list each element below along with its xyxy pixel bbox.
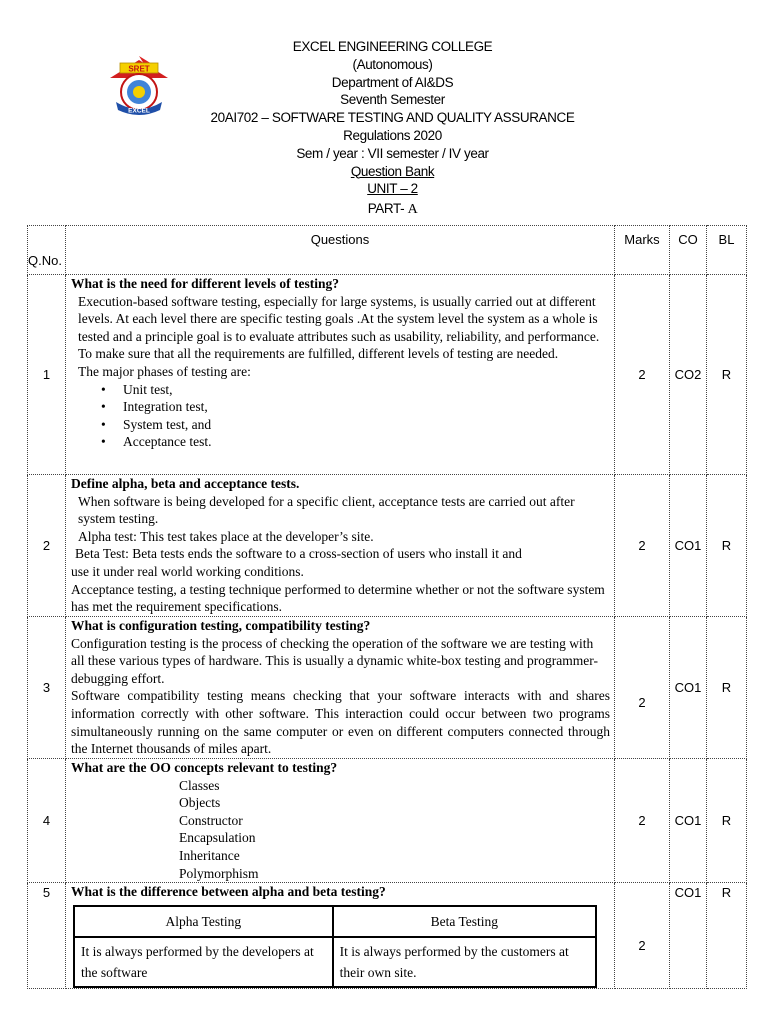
header-co: CO — [670, 226, 707, 275]
list-item: Inheritance — [179, 847, 240, 863]
department-name: Department of AI&DS — [331, 74, 454, 90]
question-number: 3 — [28, 617, 66, 759]
co-value: CO1 — [670, 475, 707, 617]
question-content — [66, 883, 615, 989]
comparison-cell: It is always performed by the customers at their own site. — [333, 937, 596, 987]
answer-paragraph: Acceptance testing, a testing technique performed to determine whether or not the software system has met the requirement specifications. — [71, 581, 605, 615]
list-item: Constructor — [179, 812, 243, 828]
answer-intro: The major phases of testing are: — [78, 363, 251, 379]
list-item: • Integration test, — [123, 398, 610, 416]
co-value: CO1 — [670, 883, 707, 989]
answer-paragraph: Execution-based software testing, especially for large systems, is usually carried out at different levels. At each level there are specific testing goals .At the system level the system as a whole is tested and a principle goal is to evaluate attributes such as usability, reliability, and performance. To make sure that all the requirements are fulfilled, different levels of testing are needed. — [78, 293, 600, 362]
question-title: What is the need for different levels of testing? — [71, 276, 339, 291]
comparison-header-alpha: Alpha Testing — [74, 906, 333, 937]
list-item: • Unit test, — [123, 381, 610, 399]
marks-value: 2 — [615, 617, 670, 759]
marks-value: 2 — [615, 883, 670, 989]
header-questions: Questions — [66, 226, 615, 275]
question-number: 2 — [28, 475, 66, 617]
bl-value: R — [707, 617, 747, 759]
question-content — [66, 759, 615, 883]
comparison-header-beta: Beta Testing — [333, 906, 596, 937]
marks-value: 2 — [615, 475, 670, 617]
college-name: EXCEL ENGINEERING COLLEGE — [292, 39, 493, 54]
part-prefix: PART- — [367, 201, 405, 217]
question-title: What is configuration testing, compatibility testing? — [71, 618, 371, 633]
list-item: Polymorphism — [179, 865, 259, 881]
table-row — [28, 759, 747, 883]
co-value: CO2 — [670, 275, 707, 475]
answer-paragraph: When software is being developed for a specific client, acceptance tests are carried out after system testing. — [78, 493, 575, 527]
co-value: CO1 — [670, 759, 707, 883]
table-row — [28, 617, 747, 759]
question-table — [27, 225, 747, 989]
answer-paragraph: Alpha test: This test takes place at the developer’s site. — [78, 528, 374, 544]
comparison-table — [73, 905, 597, 988]
bl-value: R — [707, 475, 747, 617]
question-bank-label: Question Bank — [350, 163, 435, 179]
part-label — [160, 200, 625, 219]
list-item: • Acceptance test. — [123, 433, 610, 451]
list-item: Objects — [179, 795, 221, 811]
answer-paragraph: Configuration testing is the process of checking the operation of the software we are testing with all these various types of hardware. This is usually a dynamic white-box testing and programmer-debugging effort. — [71, 635, 598, 686]
answer-paragraph: Software compatibility testing means checking that your software interacts with and shares information correctly with other software. This interaction could occur between two programs simultaneously running on the same computer or even on different computers connected through the Internet thousands of miles apart. — [71, 688, 610, 757]
co-value: CO1 — [670, 617, 707, 759]
answer-paragraph: use it under real world working conditions. — [71, 563, 304, 579]
question-content — [66, 275, 615, 475]
table-row — [28, 883, 747, 989]
course-title: 20AI702 – SOFTWARE TESTING AND QUALITY ASSURANCE — [210, 110, 575, 126]
question-title: Define alpha, beta and acceptance tests. — [71, 476, 300, 491]
question-number: 4 — [28, 759, 66, 883]
header-bl: BL — [707, 226, 747, 275]
question-number: 5 — [28, 883, 66, 989]
question-number: 1 — [28, 275, 66, 475]
list-item: • System test, and — [123, 416, 610, 434]
marks-value: 2 — [615, 759, 670, 883]
bl-value: R — [707, 883, 747, 989]
question-title: What is the difference between alpha and beta testing? — [71, 884, 386, 900]
table-row — [28, 475, 747, 617]
bl-value: R — [707, 759, 747, 883]
comparison-cell: It is always performed by the developers at the software — [74, 937, 333, 987]
unit-label: UNIT – 2 — [367, 181, 418, 197]
table-header-row — [28, 226, 747, 275]
answer-paragraph: Beta Test: Beta tests ends the software to a cross-section of users who install it and — [75, 546, 522, 562]
table-row — [28, 275, 747, 475]
bullet-list — [71, 381, 610, 451]
list-item: Classes — [179, 777, 220, 793]
semester-label: Seventh Semester — [340, 92, 445, 108]
document-header — [160, 38, 625, 219]
logo-bottom-text: EXCEL — [128, 107, 150, 115]
header-qno: Q.No. — [28, 226, 66, 275]
marks-value: 2 — [615, 275, 670, 475]
question-content — [66, 617, 615, 759]
header-marks: Marks — [615, 226, 670, 275]
autonomous-label: (Autonomous) — [352, 56, 433, 72]
question-title: What are the OO concepts relevant to testing? — [71, 760, 338, 775]
logo-top-text: SRET — [128, 64, 150, 74]
question-content — [66, 475, 615, 617]
part-letter: A — [407, 202, 418, 218]
regulations-label: Regulations 2020 — [343, 127, 442, 143]
list-item: Encapsulation — [179, 830, 256, 846]
sem-year-label: Sem / year : VII semester / IV year — [296, 145, 489, 161]
bl-value: R — [707, 275, 747, 475]
